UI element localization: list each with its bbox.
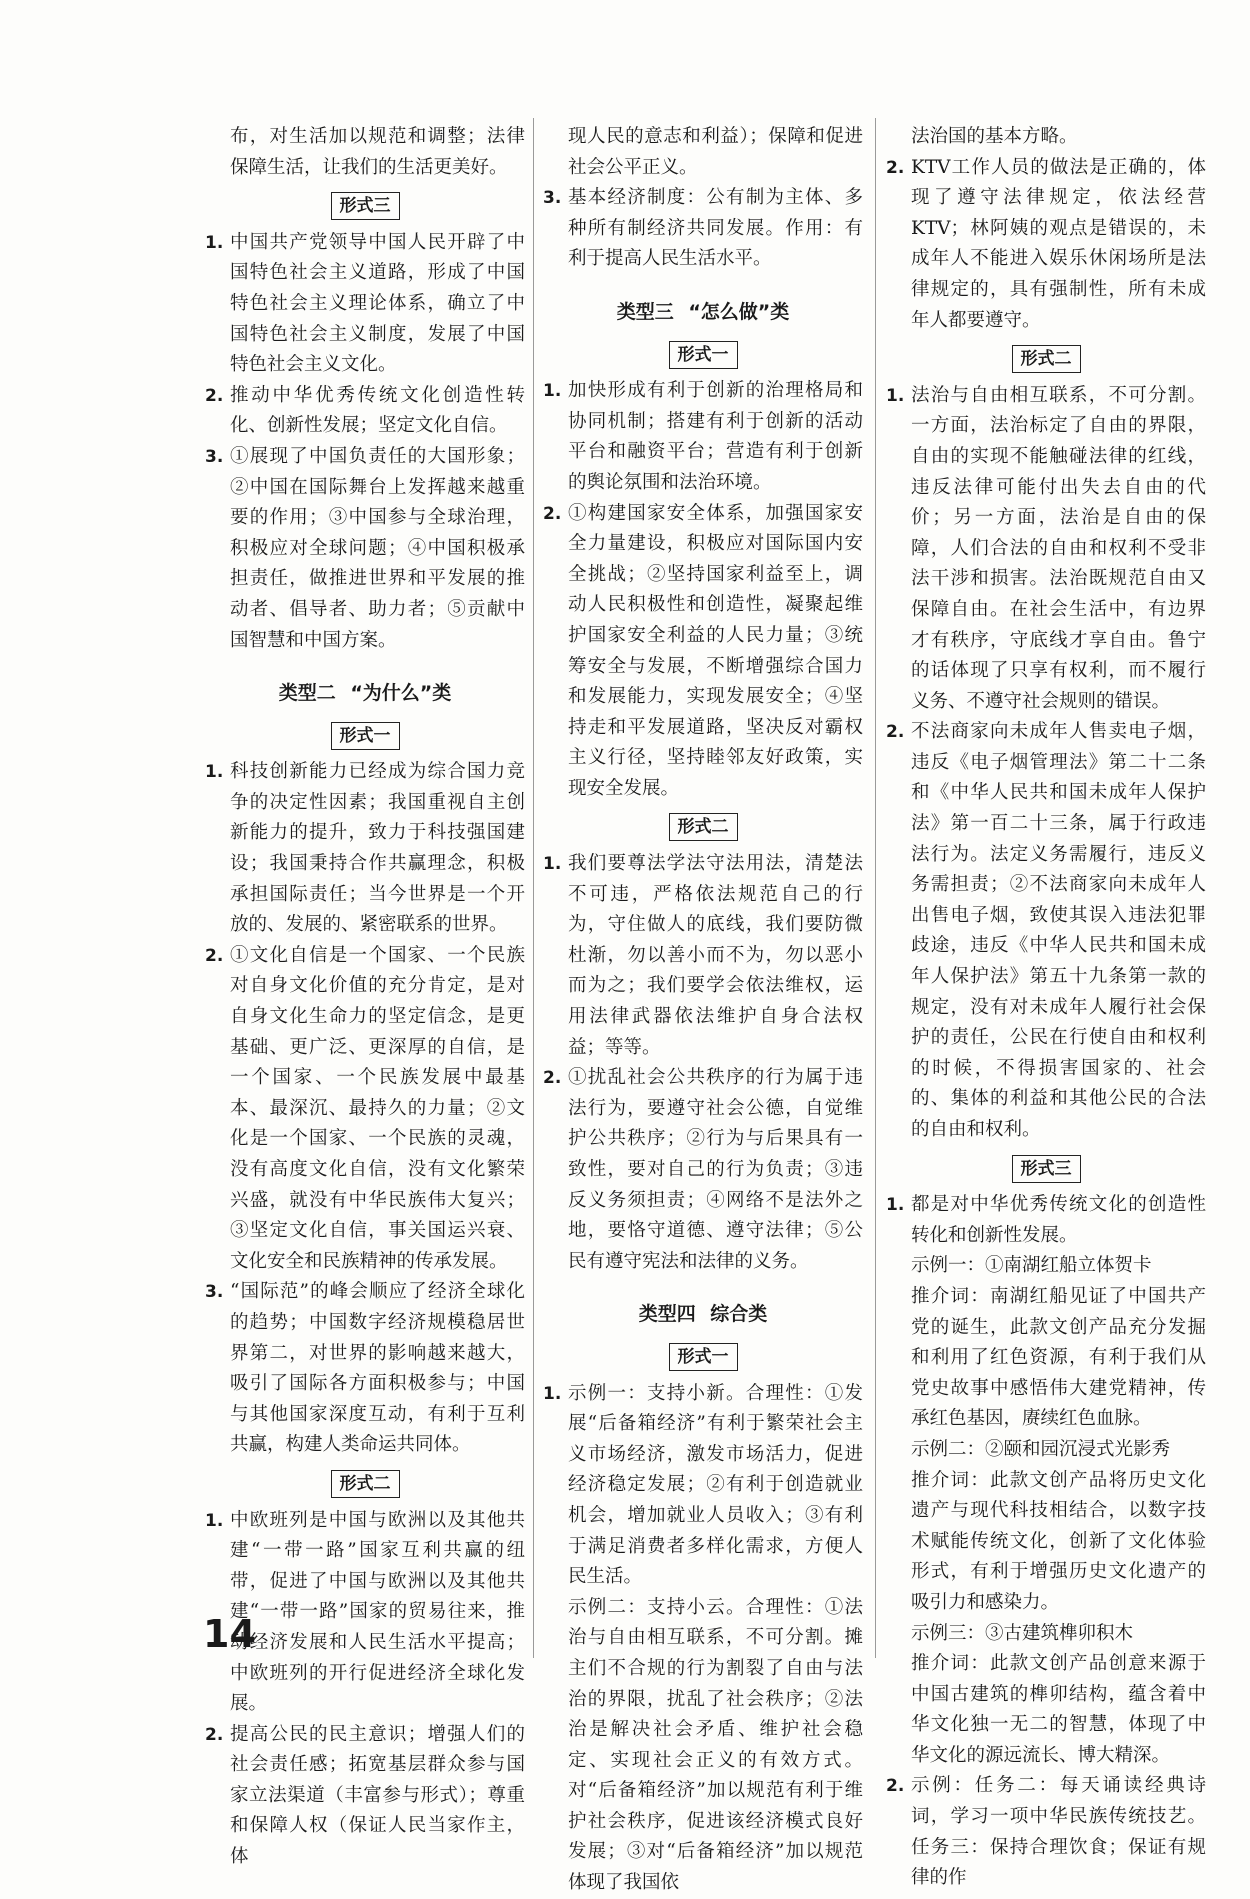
answer-item: 2. ①构建国家安全体系，加强国家安全力量建设，积极应对国际国内安全挑战；②坚持国家利益至上，调动人民积极性和创造性，凝聚起维护国家安全利益的人民力量；③统筹安全与发展，不断增强综合国力和发展能力，实现发展安全；④坚持走和平发展道路，坚决反对霸权主义行径，坚持睦邻友好政策，实现安全发展。 — [543, 502, 863, 799]
answer-item: 2. 不法商家向未成年人售卖电子烟，违反《电子烟管理法》第二十二条和《中华人民共和国未成年人保护法》第一百二十三条，属于行政违法行为。法定义务需履行，违反义务需担责；②不法商家向未成年人出售电子烟，致使其误入违法犯罪歧途，违反《中华人民共和国未成年人保护法》第五十九条第一款的规定，没有对未成年人履行社会保护的责任，公民在行使自由和权利的时候，不得损害国家的、社会的、集体的利益和其他公民的合法的自由和权利。 — [886, 721, 1206, 1140]
section-box-label: 形式二 — [1012, 345, 1081, 373]
continued-text: 法治国的基本方略。 — [911, 126, 1078, 147]
answer-item-continued: 推介词：南湖红船见证了中国共产党的诞生，此款文创产品充分发掘和利用了红色资源，有利于我们从党史故事中感悟伟大建党精神，传承红色基因，赓续红色血脉。 — [911, 1285, 1206, 1430]
answer-item: 2. 示例：任务二：每天诵读经典诗词，学习一项中华民族传统技艺。任务三：保持合理饮食；保证有规律的作 — [886, 1775, 1206, 1889]
section-box-label: 形式三 — [1012, 1155, 1081, 1183]
answer-item: 3. ①展现了中国负责任的大国形象；②中国在国际舞台上发挥越来越重要的作用；③中国参与全球治理，积极应对全球问题；④中国积极承担责任，做推进世界和平发展的推动者、倡导者、助力者；⑤贡献中国智慧和中国方案。 — [205, 445, 525, 651]
section-box-label: 形式一 — [669, 1343, 738, 1371]
column-2 — [543, 122, 863, 1899]
answer-item-continued: 示例一：①南湖红船立体贺卡 — [911, 1255, 1152, 1277]
column-3 — [886, 122, 1206, 1894]
answer-item: 1. 科技创新能力已经成为综合国力竞争的决定性因素；我国重视自主创新能力的提升，致力于科技强国建设；我国秉持合作共赢理念，积极承担国际责任；当今世界是一个开放的、发展的、紧密联系的世界。 — [205, 761, 525, 936]
answer-item: 2. ①文化自信是一个国家、一个民族对自身文化价值的充分肯定，是对自身文化生命力的坚定信念，是更基础、更广泛、更深厚的自信，是一个国家、一个民族发展中最基本、最深沉、最持久的力量；②文化是一个国家、一个民族的灵魂，没有高度文化自信，没有文化繁荣兴盛，就没有中华民族伟大复兴；③坚定文化自信，事关国运兴衰、文化安全和民族精神的传承发展。 — [205, 944, 525, 1272]
answer-item: 1. 加快形成有利于创新的治理格局和协同机制；搭建有利于创新的活动平台和融资平台；营造有利于创新的舆论氛围和法治环境。 — [543, 380, 863, 493]
section-box-label: 形式一 — [669, 341, 738, 369]
column-1 — [205, 122, 525, 1873]
answer-item: 1. 示例一：支持小新。合理性：①发展“后备箱经济”有利于繁荣社会主义市场经济，激发市场活力，促进经济稳定发展；②有利于创造就业机会，增加就业人员收入；③有利于满足消费者多样化需求，方便人民生活。 — [543, 1382, 863, 1588]
answer-item: 3. “国际范”的峰会顺应了经济全球化的趋势；中国数字经济规模稳居世界第二，对世界的影响越来越大，吸引了国际各方面积极参与；中国与其他国家深度互动，有利于互利共赢，构建人类命运共同体。 — [205, 1281, 525, 1456]
answer-item: 1. 我们要尊法学法守法用法，清楚法不可违，严格依法规范自己的行为，守住做人的底线，我们要防微杜渐，勿以善小而不为，勿以恶小而为之；我们要学会依法维权，运用法律武器依法维护自身合法权益；等等。 — [543, 853, 863, 1058]
continued-text: 现人民的意志和利益）；保障和促进社会公平正义。 — [568, 126, 863, 178]
answer-item-continued: 示例二：②颐和园沉浸式光影秀 — [911, 1438, 1171, 1460]
continued-text: 布，对生活加以规范和调整；法律保障生活，让我们的生活更美好。 — [230, 126, 525, 178]
answer-item: 1. 中欧班列是中国与欧洲以及其他共建“一带一路”国家互利共赢的纽带，促进了中国与欧洲以及其他共建“一带一路”国家的贸易往来，推动经济发展和人民生活水平提高；中欧班列的开行促进经济全球化发展。 — [205, 1509, 525, 1715]
answer-item: 2. 推动中华优秀传统文化创造性转化、创新性发展；坚定文化自信。 — [205, 384, 525, 437]
section-heading: 类型四 综合类 — [638, 1303, 768, 1326]
answer-item: 2. 提高公民的民主意识；增强人们的社会责任感；拓宽基层群众参与国家立法渠道（丰富参与形式）；尊重和保障人权（保证人民当家作主，体 — [205, 1723, 525, 1868]
answer-item-continued: 示例三：③古建筑榫卯积木 — [911, 1622, 1134, 1644]
section-box-label: 形式二 — [669, 813, 738, 841]
answer-item-continued: 示例二：支持小云。合理性：①法治与自由相互联系，不可分割。摊主们不合规的行为割裂了自由与法治的界限，扰乱了社会秩序；②法治是解决社会矛盾、维护社会稳定、实现社会正义的有效方式。对“后备箱经济”加以规范有利于维护社会秩序，促进该经济模式良好发展；③对“后备箱经济”加以规范体现了我国依 — [568, 1596, 863, 1894]
section-box-label: 形式三 — [331, 192, 400, 220]
answer-item: 1. 法治与自由相互联系，不可分割。一方面，法治标定了自由的界限，自由的实现不能触碰法律的红线，违反法律可能付出失去自由的代价；另一方面，法治是自由的保障，人们合法的自由和权利不受非法干涉和损害。法治既规范自由又保障自由。在社会生活中，有边界才有秩序，守底线才享自由。鲁宁的话体现了只享有权利，而不履行义务、不遵守社会规则的错误。 — [886, 384, 1206, 712]
answer-item: 1. 中国共产党领导中国人民开辟了中国特色社会主义道路，形成了中国特色社会主义理论体系，确立了中国特色社会主义制度，发展了中国特色社会主义文化。 — [205, 231, 525, 376]
section-box-label: 形式一 — [331, 722, 400, 750]
section-box-label: 形式二 — [331, 1470, 400, 1498]
answer-item: 2. ①扰乱社会公共秩序的行为属于违法行为，要遵守社会公德，自觉维护公共秩序；②行为与后果具有一致性，要对自己的行为负责；③违反义务须担责；④网络不是法外之地，要恪守道德、遵守法律；⑤公民有遵守宪法和法律的义务。 — [543, 1067, 863, 1272]
answer-item-continued: 推介词：此款文创产品将历史文化遗产与现代科技相结合，以数字技术赋能传统文化，创新了文化体验形式，有利于增强历史文化遗产的吸引力和感染力。 — [911, 1469, 1206, 1613]
column-divider — [875, 118, 876, 1658]
section-heading: 类型二 “为什么”类 — [278, 682, 452, 705]
answer-item: 3. 基本经济制度：公有制为主体、多种所有制经济共同发展。作用：有利于提高人民生活水平。 — [543, 187, 863, 270]
answer-item: 2. KTV工作人员的做法是正确的，体现了遵守法律规定，依法经营KTV；林阿姨的观点是错误的，未成年人不能进入娱乐休闲场所是法律规定的，具有强制性，所有未成年人都要遵守。 — [886, 156, 1206, 331]
page-number: 14 — [203, 1612, 256, 1656]
column-divider — [533, 118, 534, 1658]
answer-item-continued: 推介词：此款文创产品创意来源于中国古建筑的榫卯结构，蕴含着中华文化独一无二的智慧，体现了中华文化的源远流长、博大精深。 — [911, 1653, 1206, 1766]
section-heading: 类型三 “怎么做”类 — [616, 300, 790, 323]
answer-item: 1. 都是对中华优秀传统文化的创造性转化和创新性发展。 — [886, 1194, 1206, 1246]
